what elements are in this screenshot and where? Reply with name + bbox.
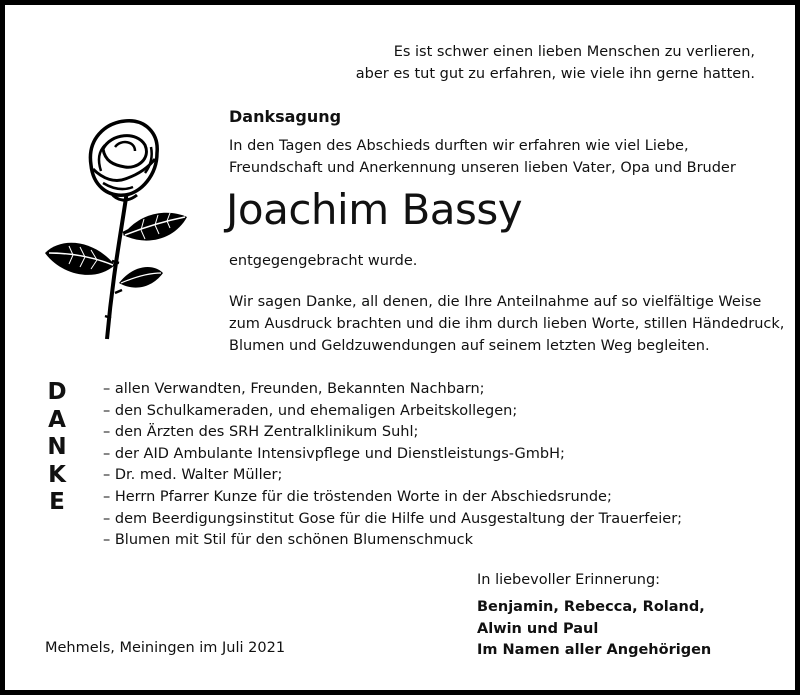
list-item: – Dr. med. Walter Müller; [103, 467, 283, 484]
list-item: – dem Beerdigungsinstitut Gose für die Hilfe und Ausgestaltung der Trauerfeier; [103, 510, 683, 527]
memory-label: In liebevoller Erinnerung: [477, 572, 661, 588]
intro-line: Freundschaft und Anerkennung unseren lieben Vater, Opa und Bruder [229, 160, 736, 176]
heading-danksagung: Danksagung [229, 107, 342, 126]
motto-quote [356, 41, 755, 85]
danke-letter: E [49, 489, 65, 515]
motto-line: aber es tut gut zu erfahren, wie viele ihn gerne hatten. [355, 66, 755, 82]
rose-icon [41, 113, 191, 343]
signers [477, 597, 711, 662]
list-item: – den Ärzten des SRH Zentralklinikum Suhl; [103, 424, 419, 441]
deceased-name: Joachim Bassy [226, 185, 523, 234]
danke-letter: A [48, 406, 66, 433]
list-item: – Blumen mit Stil für den schönen Blumenschmuck [103, 532, 473, 549]
danke-letter: K [48, 461, 66, 488]
motto-line: Es ist schwer einen lieben Menschen zu verlieren, [393, 44, 755, 60]
list-item: – Herrn Pfarrer Kunze für die tröstenden Worte in der Abschiedsrunde; [103, 488, 612, 505]
list-item: – allen Verwandten, Freunden, Bekannten Nachbarn; [103, 381, 485, 397]
signer-line: Im Namen aller Angehörigen [477, 642, 712, 658]
thanks-paragraph [229, 291, 784, 357]
place-date: Mehmels, Meiningen im Juli 2021 [45, 640, 286, 656]
signer-line: Benjamin, Rebecca, Roland, [477, 599, 705, 615]
list-item: – der AID Ambulante Intensivpflege und Dienstleistungs-GmbH; [103, 445, 565, 462]
recipients-list [103, 379, 682, 552]
intro-text [229, 135, 736, 179]
thanks-line: Blumen und Geldzuwendungen auf seinem letzten Weg begleiten. [229, 338, 710, 354]
danke-letter: D [47, 379, 67, 405]
after-name-text: entgegengebracht wurde. [229, 253, 418, 269]
list-item: – den Schulkameraden, und ehemaligen Arbeitskollegen; [103, 402, 518, 419]
thanks-line: Wir sagen Danke, all denen, die Ihre Anteilnahme auf so vielfältige Weise [229, 294, 762, 310]
danke-letter: N [47, 434, 67, 460]
intro-line: In den Tagen des Abschieds durften wir erfahren wie viel Liebe, [229, 138, 689, 154]
thanks-line: zum Ausdruck brachten und die ihm durch lieben Worte, stillen Händedruck, [229, 316, 785, 332]
signer-line: Alwin und Paul [477, 620, 599, 637]
danke-vertical-word [41, 379, 73, 517]
